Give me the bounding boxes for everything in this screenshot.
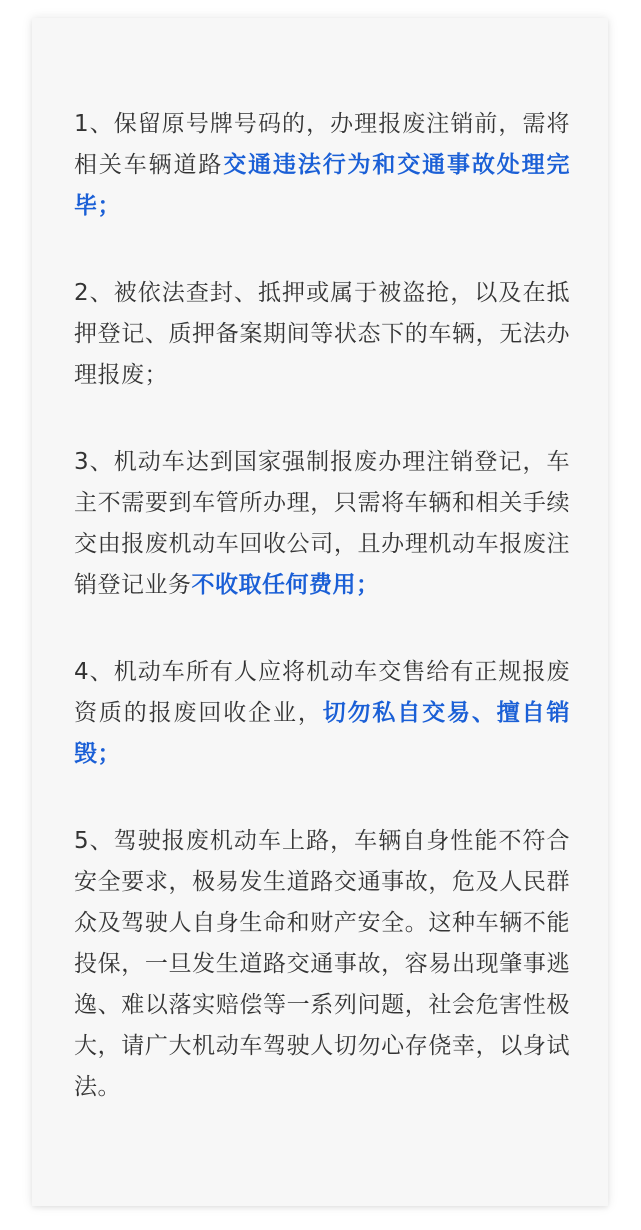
paragraph-1	[74, 104, 570, 227]
paragraph-4	[74, 652, 570, 775]
paragraph-1-text: 1、保留原号牌号码的，办理报废注销前，需将相关车辆道路	[74, 111, 570, 178]
paragraph-2	[74, 273, 570, 396]
article-card	[32, 18, 608, 1206]
paragraph-4-highlight: 切勿私自交易、擅自销毁；	[74, 700, 571, 767]
paragraph-3-text: 3、机动车达到国家强制报废办理注销登记，车主不需要到车管所办理，只需将车辆和相关手续交由报废机动车回收公司，且办理机动车报废注销登记业务	[74, 449, 570, 598]
paragraph-2-text: 2、被依法查封、抵押或属于被盗抢，以及在抵押登记、质押备案期间等状态下的车辆，无法办理报废；	[74, 280, 570, 388]
paragraph-3	[74, 442, 570, 606]
paragraph-5	[74, 821, 570, 1108]
paragraph-5-text: 5、驾驶报废机动车上路，车辆自身性能不符合安全要求，极易发生道路交通事故，危及人民群众及驾驶人自身生命和财产安全。这种车辆不能投保，一旦发生道路交通事故，容易出现肇事逃逸、难以落实赔偿等一系列问题，社会危害性极大，请广大机动车驾驶人切勿心存侥幸，以身试法。	[74, 828, 570, 1100]
paragraph-3-highlight: 不收取任何费用；	[191, 572, 380, 598]
paragraph-4-text: 4、机动车所有人应将机动车交售给有正规报废资质的报废回收企业，	[74, 659, 570, 726]
article-body	[74, 104, 570, 1108]
paragraph-1-highlight: 交通违法行为和交通事故处理完毕；	[74, 152, 571, 219]
